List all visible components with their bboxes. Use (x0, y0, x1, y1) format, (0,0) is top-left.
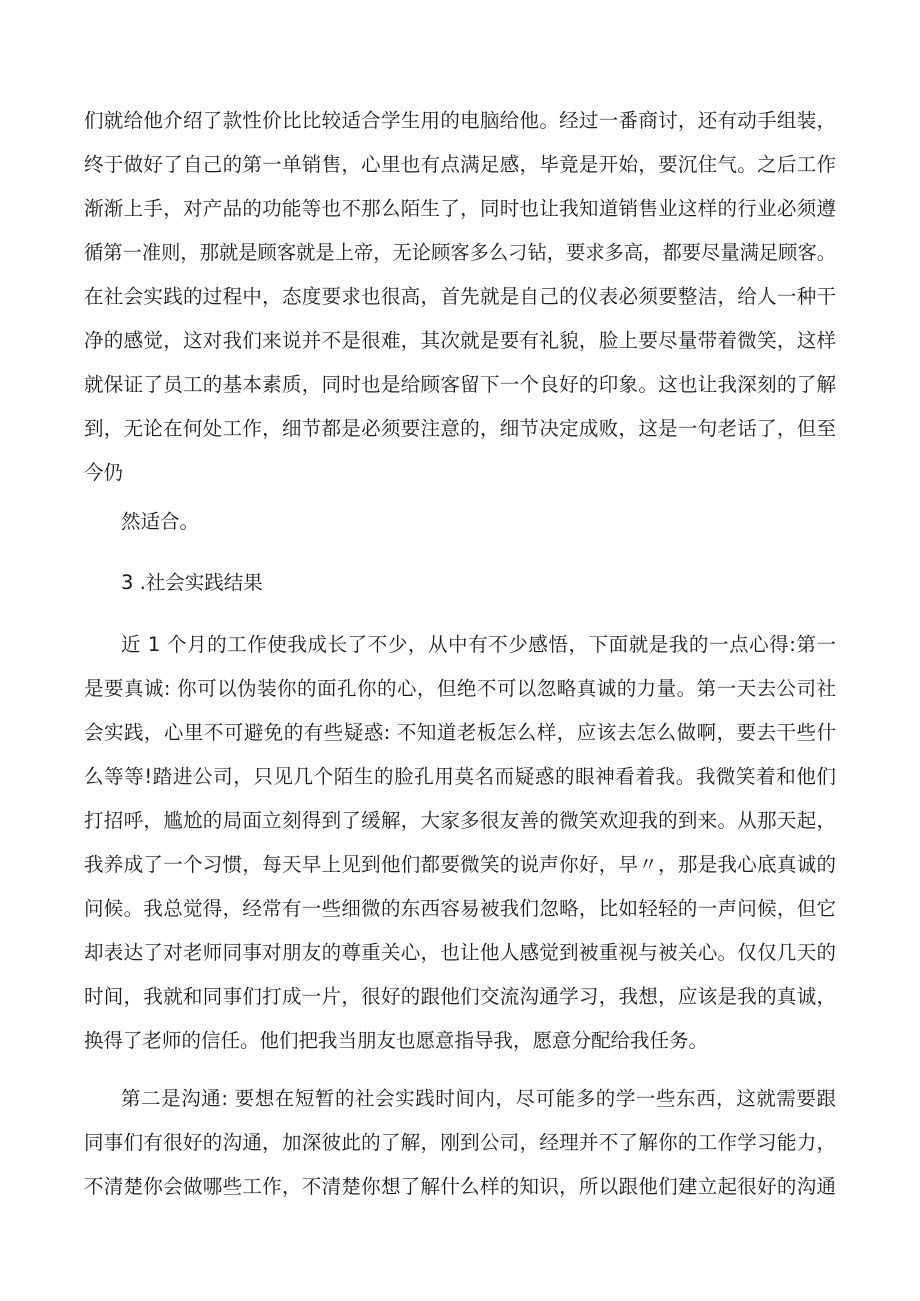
paragraph-2: 然适合。 (121, 510, 200, 533)
paragraph-line: 时间，我就和同事们打成一片，很好的跟他们交流沟通学习，我想，应该是我的真诚， (84, 985, 836, 1008)
paragraph-line: 终于做好了自己的第一单销售，心里也有点满足感，毕竟是开始，要沉住气。之后工作 (84, 153, 836, 176)
paragraph-line: 不清楚你会做哪些工作，不清楚你想了解什么样的知识，所以跟他们建立起很好的沟通 (84, 1175, 836, 1198)
paragraph-line: 们就给他介绍了款性价比比较适合学生用的电脑给他。经过一番商讨，还有动手组装， (84, 109, 836, 132)
paragraph-line: 我养成了一个习惯，每天早上见到他们都要微笑的说声你好，早〃，那是我心底真诚的 (84, 853, 836, 876)
paragraph-line: 就保证了员工的基本素质，同时也是给顾客留下一个良好的印象。这也让我深刻的了解 (84, 373, 836, 396)
paragraph-line: 到，无论在何处工作，细节都是必须要注意的，细节决定成败，这是一句老话了，但至 (84, 417, 836, 440)
paragraph-line: 渐渐上手，对产品的功能等也不那么陌生了，同时也让我知道销售业这样的行业必须遵 (84, 197, 836, 220)
section-heading: 3 .社会实践结果 (121, 571, 263, 594)
paragraph-line: 却表达了对老师同事对朋友的尊重关心，也让他人感觉到被重视与被关心。仅仅几天的 (84, 941, 836, 964)
paragraph-line: 今仍 (84, 461, 124, 484)
paragraph-line: 循第一准则，那就是顾客就是上帝，无论顾客多么刁钻，要求多高，都要尽量满足顾客。 (84, 241, 836, 264)
paragraph-line: 第二是沟通: 要想在短暂的社会实践时间内，尽可能多的学一些东西，这就需要跟 (121, 1087, 836, 1110)
paragraph-line: 打招呼，尴尬的局面立刻得到了缓解，大家多很友善的微笑欢迎我的到来。从那天起， (84, 809, 836, 832)
paragraph-line: 换得了老师的信任。他们把我当朋友也愿意指导我，愿意分配给我任务。 (84, 1029, 709, 1052)
paragraph-line: 在社会实践的过程中，态度要求也很高，首先就是自己的仪表必须要整洁，给人一种干 (84, 285, 836, 308)
paragraph-line: 同事们有很好的沟通，加深彼此的了解，刚到公司，经理并不了解你的工作学习能力， (84, 1131, 836, 1154)
paragraph-line: 近 1 个月的工作使我成长了不少，从中有不少感悟，下面就是我的一点心得:第一 (121, 633, 836, 656)
paragraph-line: 净的感觉，这对我们来说并不是很难，其次就是要有礼貌，脸上要尽量带着微笑，这样 (84, 329, 836, 352)
paragraph-line: 会实践，心里不可避免的有些疑惑: 不知道老板怎么样，应该去怎么做啊，要去干些什 (84, 721, 836, 744)
paragraph-line: 问候。我总觉得，经常有一些细微的东西容易被我们忽略，比如轻轻的一声问候，但它 (84, 897, 836, 920)
paragraph-line: 是要真诚: 你可以伪装你的面孔你的心，但绝不可以忽略真诚的力量。第一天去公司社 (84, 677, 836, 700)
paragraph-line: 么等等!踏进公司，只见几个陌生的脸孔用莫名而疑惑的眼神看着我。我微笑着和他们 (84, 765, 836, 788)
